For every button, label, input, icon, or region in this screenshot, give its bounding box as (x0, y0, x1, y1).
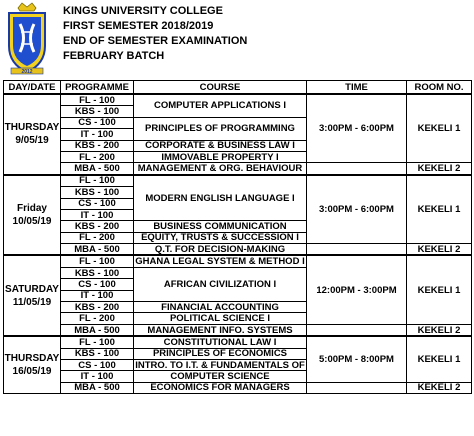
programme-cell: KBS - 200 (61, 302, 134, 313)
room-cell: KEKELI 2 (407, 324, 472, 336)
room-cell: KEKELI 2 (407, 382, 472, 393)
table-row (4, 163, 472, 175)
programme-cell: FL - 100 (61, 255, 134, 267)
time-cell-empty (307, 324, 407, 336)
course-cell: ECONOMICS FOR MANAGERS (134, 382, 307, 393)
course-cell: CONSTITUTIONAL LAW I (134, 336, 307, 348)
programme-cell: KBS - 100 (61, 106, 134, 117)
day-name: THURSDAY (4, 353, 60, 365)
table-row (4, 94, 472, 106)
room-cell: KEKELI 1 (407, 336, 472, 382)
programme-cell: FL - 100 (61, 175, 134, 187)
programme-cell: KBS - 100 (61, 348, 134, 359)
course-cell: PRINCIPLES OF ECONOMICS (134, 348, 307, 359)
table-row (4, 175, 472, 187)
course-cell: MANAGEMENT INFO. SYSTEMS (134, 324, 307, 336)
course-cell: MANAGEMENT & ORG. BEHAVIOUR (134, 163, 307, 175)
course-cell: IMMOVABLE PROPERTY I (134, 151, 307, 162)
programme-cell: IT - 100 (61, 290, 134, 301)
course-cell: POLITICAL SCIENCE I (134, 313, 307, 324)
programme-cell: MBA - 500 (61, 244, 134, 256)
day-date-cell (4, 336, 61, 393)
programme-cell: MBA - 500 (61, 382, 134, 393)
institution-name: KINGS UNIVERSITY COLLEGE (63, 5, 223, 17)
time-cell: 3:00PM - 6:00PM (307, 175, 407, 244)
table-row (4, 336, 472, 348)
programme-cell: CS - 100 (61, 359, 134, 370)
exam-title: END OF SEMESTER EXAMINATION (63, 35, 248, 47)
column-header-programme: PROGRAMME (61, 81, 134, 95)
day-name: SATURDAY (5, 283, 59, 295)
column-header-day: DAY/DATE (4, 81, 61, 95)
programme-cell: IT - 100 (61, 209, 134, 220)
document-header (0, 0, 474, 80)
table-row (4, 324, 472, 336)
day-name: THURSDAY (4, 122, 60, 134)
logo-year: 2012 (21, 69, 33, 75)
day-date-cell (4, 175, 61, 256)
programme-cell: KBS - 200 (61, 221, 134, 232)
time-cell-empty (307, 382, 407, 393)
programme-cell: IT - 100 (61, 371, 134, 382)
table-row (4, 244, 472, 256)
course-cell: CORPORATE & BUSINESS LAW I (134, 140, 307, 151)
programme-cell: KBS - 100 (61, 267, 134, 278)
time-cell-empty (307, 163, 407, 175)
course-cell: BUSINESS COMMUNICATION (134, 221, 307, 232)
programme-cell: MBA - 500 (61, 163, 134, 175)
room-cell: KEKELI 2 (407, 244, 472, 256)
course-cell: INTRO. TO I.T. & FUNDAMENTALS OF (135, 359, 305, 371)
room-cell: KEKELI 1 (407, 255, 472, 324)
semester-title: FIRST SEMESTER 2018/2019 (63, 20, 214, 32)
programme-cell: FL - 200 (61, 232, 134, 243)
course-cell: COMPUTER SCIENCE (134, 371, 307, 382)
programme-cell: FL - 200 (61, 151, 134, 162)
timetable-body (4, 94, 472, 394)
programme-cell: IT - 100 (61, 129, 134, 140)
programme-cell: KBS - 200 (61, 140, 134, 151)
course-cell: FINANCIAL ACCOUNTING (134, 302, 307, 313)
exam-date: 9/05/19 (15, 135, 49, 147)
day-name: Friday (16, 203, 47, 215)
table-row (4, 382, 472, 393)
exam-date: 16/05/19 (12, 366, 52, 378)
column-header-time: TIME (307, 81, 407, 95)
course-cell: EQUITY, TRUSTS & SUCCESSION I (134, 232, 307, 243)
room-cell: KEKELI 1 (407, 175, 472, 244)
time-cell: 5:00PM - 8:00PM (307, 336, 407, 382)
exam-date: 11/05/19 (12, 296, 52, 308)
header-row (4, 81, 472, 95)
time-cell: 3:00PM - 6:00PM (307, 94, 407, 163)
exam-date: 10/05/19 (12, 216, 52, 228)
table-row (4, 255, 472, 267)
batch-title: FEBRUARY BATCH (63, 50, 165, 62)
programme-cell: CS - 100 (61, 117, 134, 128)
course-cell: Q.T. FOR DECISION-MAKING (134, 244, 307, 256)
course-cell: MODERN ENGLISH LANGUAGE I (134, 175, 307, 221)
programme-cell: CS - 100 (61, 279, 134, 290)
exam-timetable (3, 80, 472, 394)
programme-cell: FL - 100 (61, 94, 134, 106)
programme-cell: CS - 100 (61, 198, 134, 209)
room-cell: KEKELI 1 (407, 94, 472, 163)
course-cell: AFRICAN CIVILIZATION I (134, 267, 307, 301)
day-date-cell (4, 255, 61, 336)
programme-cell: MBA - 500 (61, 324, 134, 336)
programme-cell: KBS - 100 (61, 187, 134, 198)
time-cell: 12:00PM - 3:00PM (307, 255, 407, 324)
programme-cell: FL - 100 (61, 336, 134, 348)
column-header-course: COURSE (134, 81, 307, 95)
day-date-cell (4, 94, 61, 175)
university-crest-icon (6, 2, 48, 76)
time-cell-empty (307, 244, 407, 256)
course-cell: GHANA LEGAL SYSTEM & METHOD I (135, 256, 305, 268)
course-cell: COMPUTER APPLICATIONS I (134, 94, 307, 117)
column-header-room: ROOM NO. (407, 81, 472, 95)
course-cell: PRINCIPLES OF PROGRAMMING (134, 117, 307, 140)
programme-cell: FL - 200 (61, 313, 134, 324)
room-cell: KEKELI 2 (407, 163, 472, 175)
